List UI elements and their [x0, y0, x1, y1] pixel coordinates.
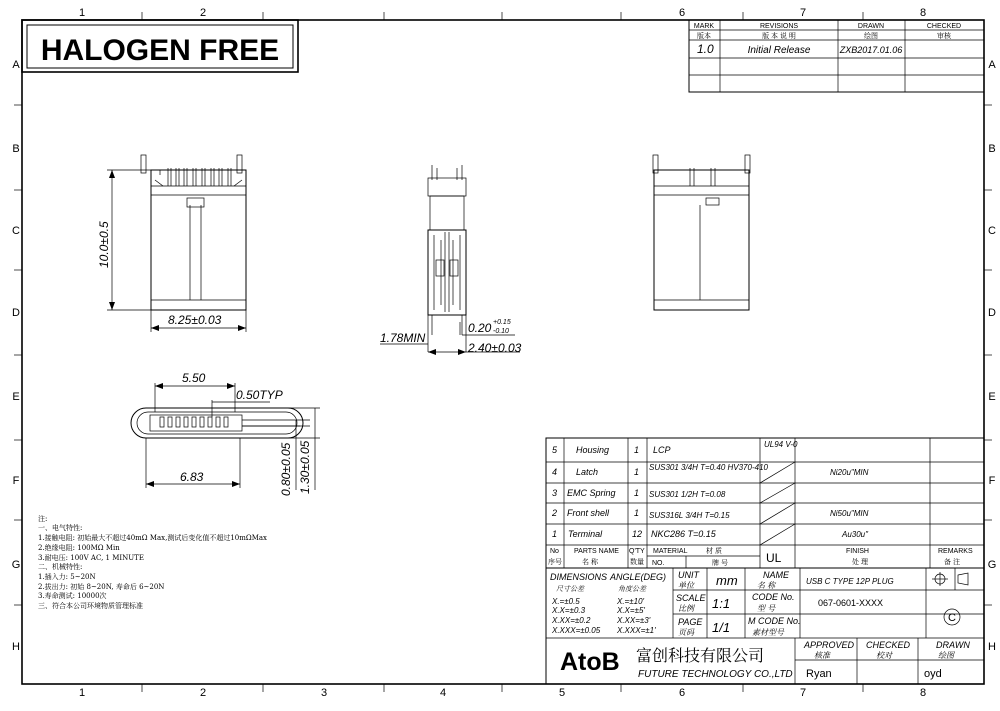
grid-bottom-4: 4 [439, 687, 447, 699]
grid-top-2: 2 [199, 7, 207, 19]
grid-bottom-3: 3 [320, 687, 328, 699]
grid-row-a: A [12, 59, 20, 71]
bom-row4-no: 4 [552, 467, 558, 477]
rev-row-desc: Initial Release [747, 45, 811, 56]
tb-name-cn: 名 称 [757, 581, 776, 590]
note-line: 二、机械特性: [38, 563, 83, 571]
projection-symbol-icon [932, 572, 968, 586]
bom-header-mat-no-cn: 牌 号 [712, 560, 728, 567]
note-line: 2.绝缘电阻: 100MΩ Min [38, 544, 120, 552]
bom-row2-name: Front shell [567, 508, 610, 518]
grid-row-a-right: A [988, 59, 996, 71]
grid-row-f-right: F [988, 475, 996, 487]
grid-row-d: D [12, 307, 20, 319]
rev-header-drawn-cn: 绘图 [864, 33, 878, 40]
bom-header-qty: Q'TY [629, 548, 645, 555]
tb-tol-d2: X.XX=±0.2 [552, 616, 591, 625]
dim-width: 8.25±0.03 [168, 313, 222, 327]
tb-scale-label: SCALE [676, 593, 706, 603]
bom-row3-name: EMC Spring [567, 488, 616, 498]
grid-row-d-right: D [988, 307, 996, 319]
grid-row-e: E [12, 391, 20, 403]
rev-header-mark-cn: 版本 [697, 33, 711, 40]
tb-checked-label: CHECKED [866, 640, 911, 650]
bom-header-finish-cn: 处 理 [852, 559, 868, 566]
tb-mcode-label: M CODE No. [748, 616, 801, 626]
rev-header-revisions-cn: 版 本 说 明 [762, 33, 796, 40]
revision-table [689, 20, 984, 92]
bom-row2-finish: Ni50u"MIN [830, 509, 869, 518]
rev-header-mark: MARK [693, 23, 715, 30]
company-name-cn: 富创科技有限公司 [636, 646, 765, 665]
bom-row4-material: SUS301 3/4H T=0.40 HV370-410 [649, 463, 768, 472]
bom-header-parts: PARTS NAME [574, 548, 619, 555]
tb-unit-cn: 单位 [678, 581, 694, 590]
bom-row4-finish: Ni20u"MIN [830, 468, 869, 477]
bom-header-qty-cn: 数量 [630, 559, 644, 566]
grid-row-g: G [11, 559, 21, 571]
bom-row4-qty: 1 [634, 467, 640, 477]
grid-bottom-6: 6 [678, 687, 686, 699]
bom-header-remarks-cn: 备 注 [944, 559, 960, 566]
company-logo: AtoB [560, 648, 620, 676]
bom-row5-no: 5 [552, 445, 558, 455]
note-line: 注: [38, 515, 48, 523]
bom-header-finish: FINISH [846, 548, 869, 555]
tb-tol-d3: X.XXX=±0.05 [552, 626, 601, 635]
bom-header-ul: UL [766, 551, 782, 565]
front-view [107, 155, 246, 332]
bom-header-material: MATERIAL [653, 548, 688, 555]
grid-row-c-right: C [988, 225, 996, 237]
tb-tol-a2: X.XX=±3' [617, 616, 651, 625]
bom-row2-qty: 1 [634, 508, 640, 518]
tb-page-value: 1/1 [712, 620, 731, 635]
grid-row-b-right: B [988, 143, 996, 155]
tb-scale-cn: 比例 [678, 604, 694, 613]
bom-header-no: No [550, 548, 559, 555]
bom-row1-name: Terminal [568, 529, 603, 539]
tb-tol-d1: X.X=±0.3 [552, 606, 586, 615]
note-line: 1.接触电阻: 初始最大不超过40mΩ Max,测试后变化值不超过10mΩMax [38, 534, 267, 542]
grid-row-b: B [12, 143, 20, 155]
grid-row-h-right: H [988, 641, 996, 653]
rev-row-mark: 1.0 [697, 42, 714, 56]
dim-thickness: 2.40±0.03 [468, 341, 522, 355]
tb-tol-a1: X.X=±5' [617, 606, 645, 615]
tb-drawn-cn: 绘图 [938, 651, 954, 660]
note-line: 2.拔出力: 初始 8~20N, 寿命后 6~20N [38, 583, 165, 591]
dim-tol1-minus: -0.10 [493, 328, 509, 335]
grid-top-7: 7 [799, 7, 807, 19]
tb-name-label: NAME [763, 570, 790, 580]
bom-header-mat-no: NO. [652, 560, 665, 567]
tb-code-value: 067-0601-XXXX [818, 598, 884, 608]
bom-header-material-cn: 材 质 [706, 548, 722, 555]
grid-bottom-2: 2 [199, 687, 207, 699]
rev-header-checked: CHECKED [926, 23, 962, 30]
notes-block [38, 514, 267, 610]
rev-header-drawn: DRAWN [857, 23, 885, 30]
bom-row1-no: 1 [552, 529, 558, 539]
dim-outer-width: 6.83 [180, 470, 204, 484]
grid-bottom-5: 5 [558, 687, 566, 699]
tb-dims-label: DIMENSIONS [550, 572, 608, 582]
grid-top-1: 1 [78, 7, 86, 19]
rev-header-checked-cn: 审核 [937, 33, 951, 40]
bom-header-no-cn: 序号 [548, 559, 562, 566]
rear-view [653, 155, 750, 310]
tb-code-cn: 型 号 [757, 604, 776, 613]
tb-code-label: CODE No. [752, 592, 795, 602]
bom-header-remarks: REMARKS [938, 548, 973, 555]
tb-mcode-cn: 素材型号 [752, 628, 784, 637]
bom-row5-name: Housing [576, 445, 610, 455]
bom-row5-qty: 1 [634, 445, 640, 455]
grid-bottom-1: 1 [78, 687, 86, 699]
note-line: 三、符合本公司环境物质管理标准 [38, 602, 143, 610]
dim-h1: 0.80±0.05 [279, 442, 293, 496]
bom-row5-material: LCP [653, 445, 671, 455]
grid-row-e-right: E [988, 391, 996, 403]
bom-header-parts-cn: 名 称 [582, 559, 598, 566]
tb-dims-cn: 尺寸公差 [556, 586, 584, 593]
tb-drawn-value: oyd [924, 668, 942, 680]
dim-h2: 1.30±0.05 [298, 440, 312, 494]
note-line: 3.寿命测试: 10000次 [38, 592, 107, 600]
dim-tol1-main: 0.20 [468, 321, 492, 335]
halogen-free-title: HALOGEN FREE [40, 34, 280, 67]
grid-top-8: 8 [919, 7, 927, 19]
bom-row3-no: 3 [552, 488, 558, 498]
tb-unit-label: UNIT [678, 570, 699, 580]
grid-row-f: F [12, 475, 20, 487]
side-view [380, 165, 520, 355]
tb-approved-value: Ryan [806, 668, 832, 680]
bom-row2-material: SUS316L 3/4H T=0.15 [649, 511, 730, 520]
bom-row3-qty: 1 [634, 488, 640, 498]
bom-row1-qty: 12 [632, 529, 643, 539]
note-line: 1.插入力: 5~20N [38, 573, 96, 581]
tb-tol-a3: X.XXX=±1' [617, 626, 656, 635]
copyright-symbol: C [948, 612, 956, 624]
bom-row1-finish: Au30u" [842, 530, 868, 539]
rev-header-revisions: REVISIONS [759, 23, 799, 30]
tb-checked-cn: 校对 [876, 651, 892, 660]
dim-inner-width: 5.50 [182, 371, 206, 385]
note-line: 一、电气特性: [38, 524, 83, 532]
tb-page-cn: 页码 [678, 628, 694, 637]
grid-row-h: H [12, 641, 20, 653]
grid-bottom-8: 8 [919, 687, 927, 699]
tb-unit-value: mm [716, 573, 738, 588]
tb-approved-cn: 核准 [814, 651, 830, 660]
bom-row3-material: SUS301 1/2H T=0.08 [649, 490, 726, 499]
tb-name-value: USB C TYPE 12P PLUG [806, 577, 894, 586]
grid-top-6: 6 [678, 7, 686, 19]
bom-row4-name: Latch [576, 467, 599, 477]
tb-approved-label: APPROVED [804, 640, 855, 650]
tb-page-label: PAGE [678, 617, 703, 627]
tb-angle-cn: 角度公差 [618, 586, 646, 593]
tb-drawn-label: DRAWN [936, 640, 970, 650]
company-name-en: FUTURE TECHNOLOGY CO.,LTD [638, 669, 793, 680]
rev-row-drawn: ZXB2017.01.06 [839, 45, 903, 55]
tb-angle-label: ANGLE(DEG) [610, 572, 667, 582]
tb-tol-a0: X.=±10' [617, 597, 645, 606]
grid-row-c: C [12, 225, 20, 237]
tb-tol-d0: X.=±0.5 [552, 597, 580, 606]
note-line: 3.耐电压: 100V AC, 1 MINUTE [38, 554, 144, 562]
grid-row-g-right: G [987, 559, 997, 571]
tb-scale-value: 1:1 [712, 596, 731, 611]
dim-tol1-plus: +0.15 [493, 319, 511, 326]
bom-row5-ul: UL94 V-0 [764, 440, 798, 449]
grid-bottom-7: 7 [799, 687, 807, 699]
dim-typ: 0.50TYP [236, 388, 283, 402]
bom-row1-material: NKC286 T=0.15 [651, 529, 716, 539]
bom-row2-no: 2 [552, 508, 558, 518]
dim-min-length: 1.78MIN [380, 331, 426, 345]
dim-height: 10.0±0.5 [97, 221, 111, 268]
